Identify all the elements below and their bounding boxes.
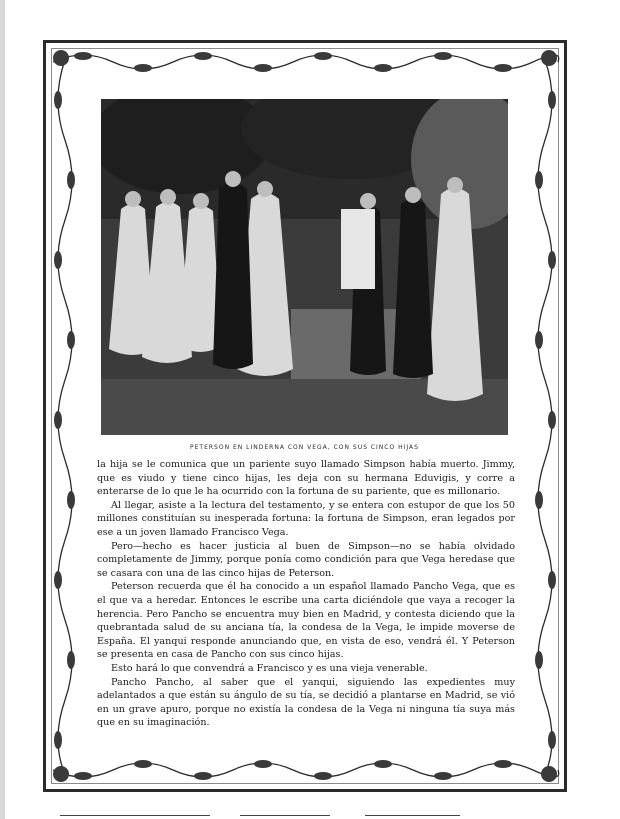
photo-caption: PETERSON EN LINDERNA CON VEGA, CON SUS CINCO HIJAS	[190, 444, 419, 451]
bottom-rule	[60, 815, 210, 816]
article-paragraph: Pancho Pancho, al saber que el yanqui, siguiendo las expedientes muy adelantados a que están su ángulo de su tía, se decidió a plantarse en Madrid, se vió en un grave apuro, porque no existía la condesa de la Vega ni ninguna tía suya más que en su imaginación.	[97, 676, 515, 729]
article-body	[97, 458, 515, 743]
article-paragraph: la hija se le comunica que un pariente suyo llamado Simpson había muerto. Jimmy, que es viudo y tiene cinco hijas, les deja con su hermana Eduvigis, y corre a enterarse de lo que le ha ocurrido con la fortuna de su pariente, que es millonario.	[97, 459, 515, 498]
article-paragraph: Esto hará lo que convendrá a Francisco y es una vieja venerable.	[111, 662, 428, 674]
article-paragraph: Peterson recuerda que él ha conocido a un español llamado Pancho Vega, que es el que va a heredar. Entonces le escribe una carta diciéndole que vaya a recoger la herencia. Pero Pancho se encuentra muy bien en Madrid, y contesta diciendo que la quebrantada salud de su anciana tía, la condesa de la Vega, le impide moverse de España. El yanqui responde anunciando que, en vista de eso, vendrá él. Y Peterson se presenta en casa de Pancho con sus cinco hijas.	[97, 581, 515, 661]
page-edge	[0, 0, 5, 819]
group-photograph	[101, 99, 508, 435]
article-paragraph: Al llegar, asiste a la lectura del testamento, y se entera con estupor de que los 50 millones constituían su inesperada fortuna: la fortuna de Simpson, eran legados por ese a un joven llamado Francisco Vega.	[97, 499, 515, 538]
article-paragraph: Pero—hecho es hacer justicia al buen de Simpson—no se había olvidado completamente de Jimmy, porque ponía como condición para que Vega heredase que se casara con una de las cinco hijas de Peterson.	[97, 540, 515, 579]
bottom-rule	[365, 815, 460, 816]
bottom-rule	[240, 815, 330, 816]
